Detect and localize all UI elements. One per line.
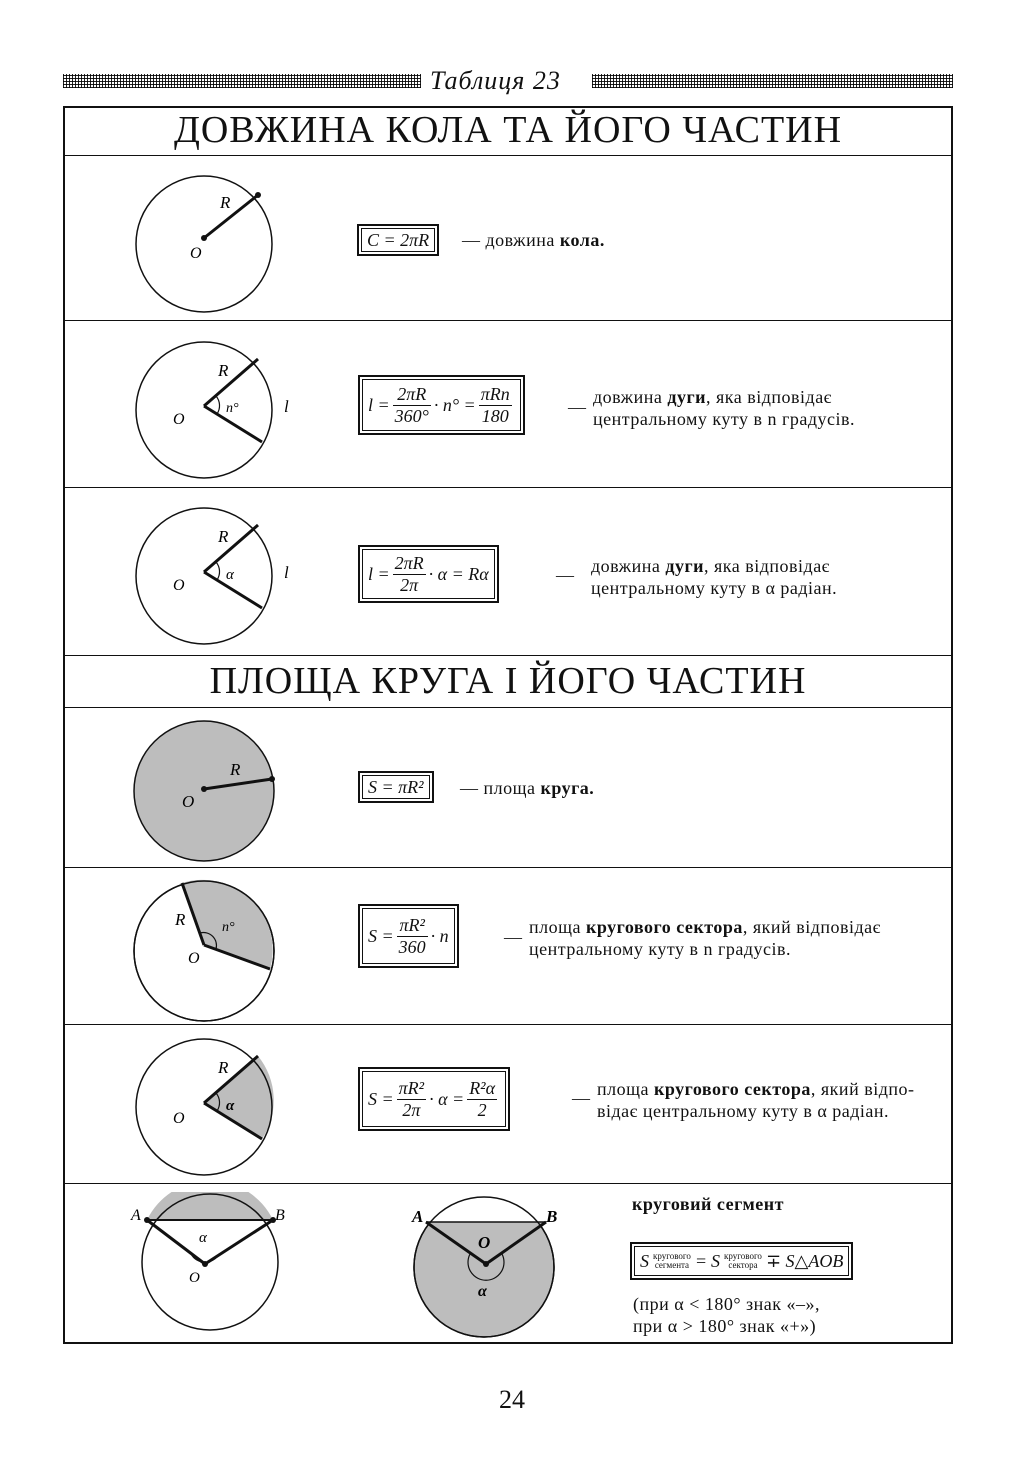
svg-text:l: l bbox=[284, 563, 289, 582]
divider bbox=[63, 155, 953, 156]
section1-title: ДОВЖИНА КОЛА ТА ЙОГО ЧАСТИН bbox=[173, 109, 843, 151]
desc-sector-radians: площа кругового сектора, який відпо- відає центральному куту в α радіан. bbox=[597, 1079, 915, 1121]
svg-text:l: l bbox=[284, 397, 289, 416]
desc-arc-radians: довжина дуги, яка відповідає центральному куту в α радіан. bbox=[591, 556, 838, 598]
divider bbox=[63, 655, 953, 656]
svg-text:O: O bbox=[173, 1110, 185, 1127]
arc-radians-figure bbox=[130, 502, 300, 652]
circle-area-figure bbox=[130, 715, 280, 865]
label-R: R bbox=[220, 193, 231, 212]
divider bbox=[63, 867, 953, 868]
formula-arc-degrees: l = $\frac{2\pi R}{360^\circ}$ · n° = $\frac{\text{πRn}}{180}$ bbox=[358, 375, 525, 435]
header-rule-right bbox=[592, 74, 953, 88]
svg-text:B: B bbox=[275, 1207, 285, 1224]
dash: — bbox=[568, 397, 586, 417]
segment-heading: круговий сегмент bbox=[632, 1194, 784, 1214]
circle-radius-figure bbox=[130, 168, 280, 318]
section2-title: ПЛОЩА КРУГА І ЙОГО ЧАСТИН bbox=[209, 660, 807, 702]
svg-text:R: R bbox=[175, 910, 186, 929]
svg-text:O: O bbox=[173, 411, 185, 428]
svg-text:n°: n° bbox=[222, 920, 235, 935]
svg-text:R: R bbox=[218, 1058, 229, 1077]
svg-text:α: α bbox=[226, 567, 234, 583]
svg-text:B: B bbox=[546, 1207, 558, 1226]
label-O: O bbox=[190, 245, 202, 262]
segment-major-figure bbox=[406, 1192, 576, 1342]
header-rule-left bbox=[63, 74, 421, 88]
svg-text:n°: n° bbox=[226, 401, 239, 416]
divider bbox=[63, 320, 953, 321]
formula-segment: S кругового сегмента = S кругового сектора ∓ S△AOB bbox=[630, 1242, 853, 1280]
svg-text:O: O bbox=[189, 1270, 200, 1286]
dash: — bbox=[572, 1088, 590, 1108]
svg-text:O: O bbox=[173, 577, 185, 594]
table-label: Таблиця 23 bbox=[430, 66, 561, 95]
dash: — bbox=[556, 565, 574, 585]
desc-circle-area: — площа круга. bbox=[460, 778, 595, 798]
formula-sector-radians: S = $\frac{\text{πR²}}{2\pi}$ · α = $\frac{\text{R²α}}{2}$ bbox=[358, 1067, 510, 1131]
svg-text:R: R bbox=[218, 361, 229, 380]
sector-degrees-figure bbox=[130, 875, 280, 1025]
formula-sector-degrees: S = $\frac{\text{πR²}}{360}$ · n bbox=[358, 904, 459, 968]
svg-text:O: O bbox=[182, 792, 195, 811]
svg-text:R: R bbox=[230, 760, 241, 779]
formula-arc-radians: l = $\frac{2\pi R}{2\pi}$ · α = Rα bbox=[358, 545, 499, 603]
desc-arc-degrees: довжина дуги, яка відповідає центральному куту в n градусів. bbox=[593, 387, 855, 429]
segment-minor-figure bbox=[125, 1192, 295, 1340]
svg-text:R: R bbox=[218, 527, 229, 546]
arc-degrees-figure bbox=[130, 336, 300, 486]
svg-text:O: O bbox=[478, 1233, 491, 1252]
divider bbox=[63, 707, 953, 708]
desc-circumference: — довжина кола. bbox=[462, 230, 605, 250]
svg-text:O: O bbox=[188, 950, 200, 967]
svg-text:α: α bbox=[226, 1098, 235, 1114]
desc-sector-degrees: площа кругового сектора, який відповідає центральному куту в n градусів. bbox=[529, 917, 881, 959]
svg-text:A: A bbox=[131, 1207, 141, 1224]
divider bbox=[63, 1183, 953, 1184]
svg-text:α: α bbox=[478, 1283, 487, 1300]
segment-note: (при α < 180° знак «–», при α > 180° знак «+») bbox=[633, 1294, 821, 1336]
dash: — bbox=[504, 927, 522, 947]
divider bbox=[63, 487, 953, 488]
sector-radians-figure bbox=[130, 1033, 280, 1183]
page-number: 24 bbox=[499, 1385, 525, 1414]
svg-text:α: α bbox=[199, 1230, 207, 1246]
formula-circle-area: S = πR² bbox=[358, 771, 434, 803]
svg-text:A: A bbox=[412, 1207, 424, 1226]
formula-circumference: C = 2πR bbox=[357, 224, 439, 256]
